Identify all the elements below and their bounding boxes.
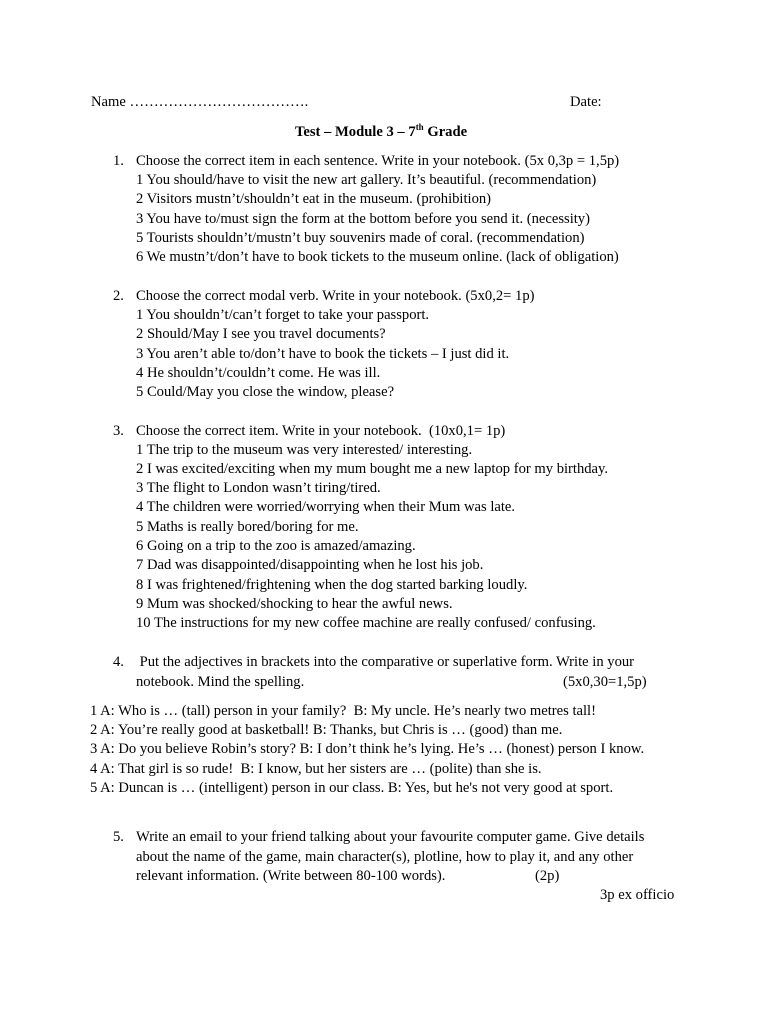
exercise-4-item: 1 A: Who is … (tall) person in your family? B: My uncle. He’s nearly two metres tall! <box>90 703 596 719</box>
exercise-2-item: 2 Should/May I see you travel documents? <box>136 326 386 342</box>
exercise-1-instruction: Choose the correct item in each sentence. Write in your notebook. (5x 0,3p = 1,5p) <box>136 153 620 169</box>
exercise-3-item: 10 The instructions for my new coffee machine are really confused/ confusing. <box>136 615 596 631</box>
name-field-label: Name ………………………………. <box>91 94 309 110</box>
exercise-2-item: 3 You aren’t able to/don’t have to book the tickets – I just did it. <box>136 346 510 362</box>
title-suffix: Grade <box>423 124 468 140</box>
exercise-3-number: 3. <box>113 423 124 439</box>
exercise-3-item: 6 Going on a trip to the zoo is amazed/amazing. <box>136 538 416 554</box>
exercise-2-item: 1 You shouldn’t/can’t forget to take your passport. <box>136 307 430 323</box>
exercise-3-item: 8 I was frightened/frightening when the dog started barking loudly. <box>136 577 528 593</box>
exercise-1-item: 5 Tourists shouldn’t/mustn’t buy souvenirs made of coral. (recommendation) <box>136 230 585 246</box>
exercise-3-item: 7 Dad was disappointed/disappointing when he lost his job. <box>136 557 484 573</box>
exercise-4-points: (5x0,30=1,5p) <box>563 674 647 690</box>
exercise-3-item: 2 I was excited/exciting when my mum bought me a new laptop for my birthday. <box>136 461 609 477</box>
exercise-5-line1: Write an email to your friend talking about your favourite computer game. Give details <box>136 829 645 845</box>
exercise-4-item: 5 A: Duncan is … (intelligent) person in our class. B: Yes, but he's not very good at sport. <box>90 780 614 796</box>
exercise-5-points: (2p) <box>535 868 560 884</box>
exercise-5-line3: relevant information. (Write between 80-100 words). <box>136 868 446 884</box>
exercise-3-item: 5 Maths is really bored/boring for me. <box>136 519 359 535</box>
exercise-5-line2: about the name of the game, main character(s), plotline, how to play it, and any other <box>136 849 634 865</box>
exercise-2-instruction: Choose the correct modal verb. Write in your notebook. (5x0,2= 1p) <box>136 288 535 304</box>
title-prefix: Test – Module 3 – 7 <box>295 124 416 140</box>
exercise-3-item: 3 The flight to London wasn’t tiring/tired. <box>136 480 381 496</box>
exercise-2-item: 5 Could/May you close the window, please? <box>136 384 395 400</box>
exercise-3-item: 9 Mum was shocked/shocking to hear the awful news. <box>136 596 453 612</box>
exercise-3-instruction: Choose the correct item. Write in your notebook. (10x0,1= 1p) <box>136 423 506 439</box>
exercise-3-item: 1 The trip to the museum was very interested/ interesting. <box>136 442 473 458</box>
exercise-3-item: 4 The children were worried/worrying when their Mum was late. <box>136 499 516 515</box>
title-superscript: th <box>415 122 424 133</box>
exercise-4-item: 4 A: That girl is so rude! B: I know, but her sisters are … (polite) than she is. <box>90 761 542 777</box>
exercise-1-item: 3 You have to/must sign the form at the bottom before you send it. (necessity) <box>136 211 590 227</box>
exercise-4-item: 3 A: Do you believe Robin’s story? B: I don’t think he’s lying. He’s … (honest) person I know. <box>90 741 645 757</box>
exercise-1-number: 1. <box>113 153 124 169</box>
exercise-4-number: 4. <box>113 654 124 670</box>
exercise-5-number: 5. <box>113 829 124 845</box>
exercise-1-item: 6 We mustn’t/don’t have to book tickets to the museum online. (lack of obligation) <box>136 249 619 265</box>
page-title <box>295 123 467 142</box>
date-field-label: Date: <box>570 94 602 110</box>
exercise-1-item: 2 Visitors mustn’t/shouldn’t eat in the museum. (prohibition) <box>136 191 492 207</box>
exercise-4-instruction-line1: Put the adjectives in brackets into the comparative or superlative form. Write in your <box>136 654 635 670</box>
ex-officio-note: 3p ex officio <box>600 887 675 903</box>
exercise-2-item: 4 He shouldn’t/couldn’t come. He was ill. <box>136 365 381 381</box>
exercise-4-item: 2 A: You’re really good at basketball! B: Thanks, but Chris is … (good) than me. <box>90 722 563 738</box>
exercise-4-instruction-line2: notebook. Mind the spelling. <box>136 674 305 690</box>
exercise-1-item: 1 You should/have to visit the new art gallery. It’s beautiful. (recommendation) <box>136 172 597 188</box>
exercise-2-number: 2. <box>113 288 124 304</box>
